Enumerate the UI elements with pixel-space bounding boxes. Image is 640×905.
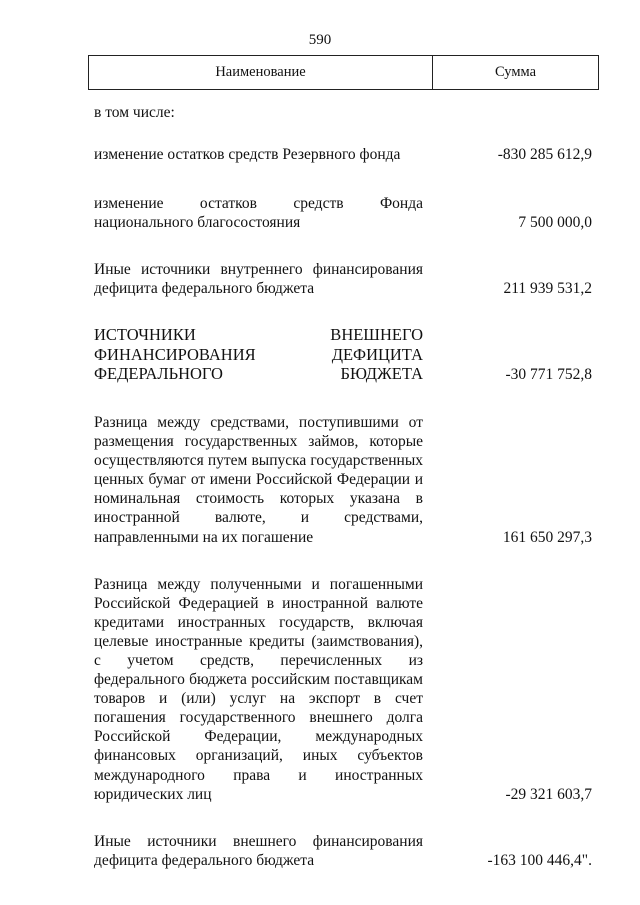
row-amount: -163 100 446,4". — [487, 851, 592, 869]
table-row-other-external-sources — [94, 832, 592, 870]
header-name-cell: Наименование — [89, 56, 433, 89]
row-label: изменение остатков средств Резервного фонда — [94, 146, 401, 163]
row-label-heading: ИСТОЧНИКИ ВНЕШНЕГО ФИНАНСИРОВАНИЯ ДЕФИЦИТА ФЕДЕРАЛЬНОГО БЮДЖЕТА — [94, 325, 423, 384]
table-row-state-securities — [94, 413, 592, 547]
budget-sources-list — [94, 103, 592, 870]
row-amount: 7 500 000,0 — [518, 214, 592, 232]
table-row-reserve-fund — [94, 145, 592, 164]
row-label: изменение остатков средств Фонда национального благосостояния — [94, 195, 423, 232]
row-label: Разница между средствами, поступившими от размещения государственных займов, которые осуществляются путем выпуска государственных ценных бумаг от имени Российской Федерации и номинальная стоимость которых указана в иностранной валюте, и средствами, направленными на их погашение — [94, 413, 423, 546]
row-label: Разница между полученными и погашенными Российской Федерацией в иностранной валюте кредитами иностранных государств, включая целевые иностранные кредиты (заимствования), с учетом средств, перечисленных из федерального бюджета российским поставщикам товаров и (или) услуг на экспорт в счет погашения государственного внешнего долга Российской Федерации, международных финансовых организаций, иных субъектов международного права и иностранных юридических лиц — [94, 575, 423, 803]
table-row-external-sources-total — [94, 325, 592, 384]
table-row-foreign-credits — [94, 575, 592, 804]
row-amount: 211 939 531,2 — [503, 280, 592, 298]
row-label: Иные источники внутреннего финансирования дефицита федерального бюджета — [94, 261, 423, 298]
table-row-other-internal-sources — [94, 260, 592, 298]
row-label: Иные источники внешнего финансирования дефицита федерального бюджета — [94, 832, 423, 869]
table-header — [88, 55, 599, 90]
row-amount: 161 650 297,3 — [502, 528, 592, 546]
page-number: 590 — [308, 32, 332, 48]
row-amount: -29 321 603,7 — [505, 785, 592, 803]
table-row-national-wealth-fund — [94, 194, 592, 232]
intro-text: в том числе: — [94, 104, 175, 121]
row-amount: -830 285 612,9 — [497, 146, 592, 163]
header-sum-cell: Сумма — [494, 64, 537, 80]
row-amount: -30 771 752,8 — [505, 365, 592, 383]
